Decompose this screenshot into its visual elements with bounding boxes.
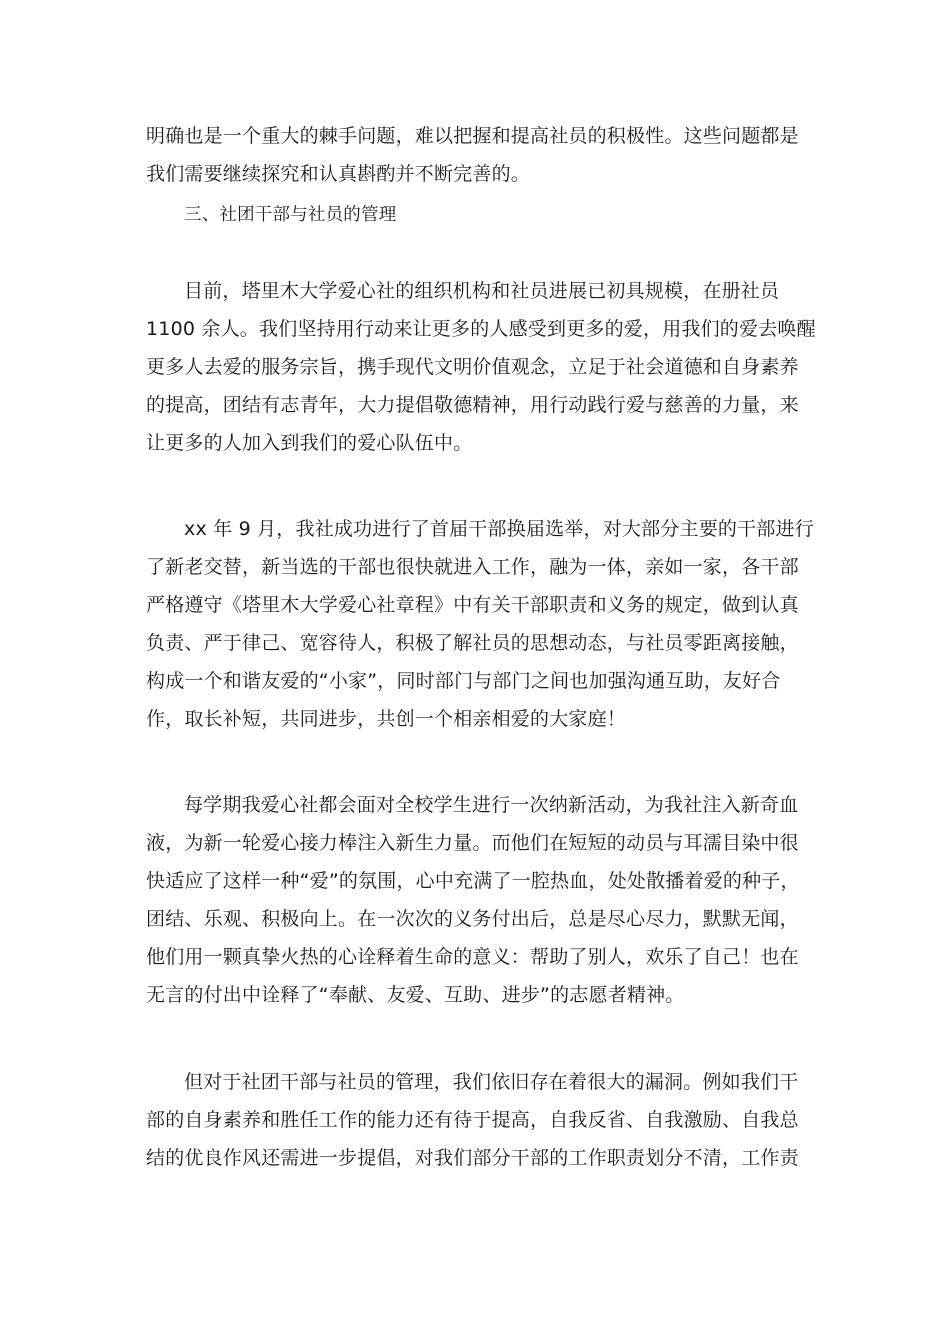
paragraph-3	[146, 786, 814, 1014]
text-line: 每学期我爱心社都会面对全校学生进行一次纳新活动，为我社注入新奇血	[184, 794, 799, 816]
text-line: 更多人去爱的服务宗旨，携手现代文明价值观念，立足于社会道德和自身素养	[146, 356, 799, 378]
text-line: 结的优良作风还需进一步提倡，对我们部分干部的工作职责划分不清，工作责	[146, 1147, 799, 1169]
text-line: 让更多的人加入到我们的爱心队伍中。	[146, 432, 473, 454]
text-line: 构成一个和谐友爱的“小家”，同时部门与部门之间也加强沟通互助，友好合	[146, 670, 781, 692]
text-line: 但对于社团干部与社员的管理，我们依旧存在着很大的漏洞。例如我们干	[184, 1071, 799, 1093]
text-line: 我们需要继续探究和认真斟酌并不断完善的。	[146, 163, 531, 185]
text-line: 严格遵守《塔里木大学爱心社章程》中有关干部职责和义务的规定，做到认真	[146, 594, 799, 616]
paragraph-1	[146, 272, 814, 462]
section-heading: 三、社团干部与社员的管理	[184, 205, 397, 225]
text-line: 他们用一颗真挚火热的心诠释着生命的意义：帮助了别人，欢乐了自己！也在	[146, 946, 799, 968]
text-line: 液，为新一轮爱心接力棒注入新生力量。而他们在短短的动员与耳濡目染中很	[146, 832, 799, 854]
text-line: 目前，塔里木大学爱心社的组织机构和社员进展已初具规模，在册社员	[184, 280, 780, 302]
text-line: 部的自身素养和胜任工作的能力还有待于提高，自我反省、自我激励、自我总	[146, 1109, 799, 1131]
continuation-paragraph	[146, 117, 814, 193]
section-heading-block	[146, 196, 814, 234]
text-line: 了新老交替，新当选的干部也很快就进入工作，融为一体，亲如一家，各干部	[146, 556, 799, 578]
text-line: 快适应了这样一种“爱”的氛围，心中充满了一腔热血，处处散播着爱的种子，	[146, 870, 800, 892]
text-line: 1100 余人。我们坚持用行动来让更多的人感受到更多的爱，用我们的爱去唤醒	[146, 318, 816, 340]
paragraph-2	[146, 510, 814, 738]
text-line: 作，取长补短，共同进步，共创一个相亲相爱的大家庭！	[146, 708, 627, 730]
text-line: 的提高，团结有志青年，大力提倡敬德精神，用行动践行爱与慈善的力量，来	[146, 394, 799, 416]
text-line: xx 年 9 月，我社成功进行了首届干部换届选举，对大部分主要的干部进行	[184, 518, 814, 540]
text-line: 团结、乐观、积极向上。在一次次的义务付出后，总是尽心尽力，默默无闻，	[146, 908, 799, 930]
text-line: 明确也是一个重大的棘手问题，难以把握和提高社员的积极性。这些问题都是	[146, 125, 799, 147]
text-line: 无言的付出中诠释了“奉献、友爱、互助、进步”的志愿者精神。	[146, 984, 685, 1006]
text-line: 负责、严于律己、宽容待人，积极了解社员的思想动态，与社员零距离接触，	[146, 632, 799, 654]
paragraph-4	[146, 1063, 814, 1177]
